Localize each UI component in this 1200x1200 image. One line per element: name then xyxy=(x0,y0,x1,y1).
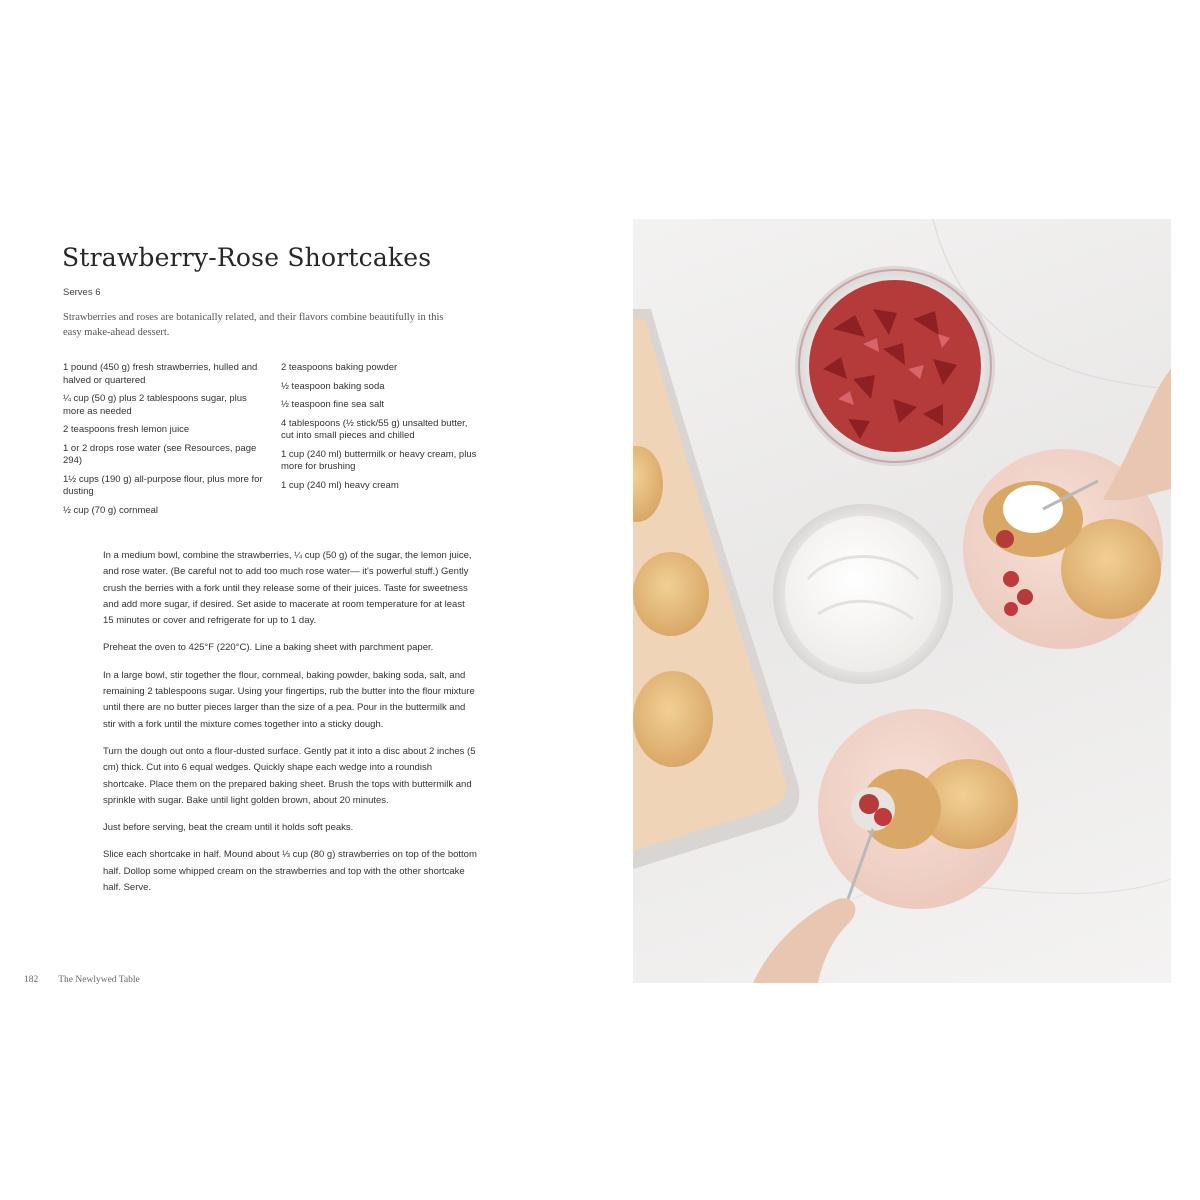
ingredient-item: ½ teaspoon baking soda xyxy=(281,380,385,392)
recipe-intro: Strawberries and roses are botanically related, and their flavors combine beautifully in this easy make-ahead dessert. xyxy=(63,312,444,338)
whipped-cream-bowl xyxy=(773,504,953,684)
method-step: Turn the dough out onto a flour-dusted surface. Gently pat it into a disc about 2 inches (5 cm) thick. Cut into 6 equal wedges. Quickly shape each wedge into a roundish shortcake. Place them on the prepared baking sheet. Brush the tops with buttermilk and sprinkle with sugar. Bake until light golden brown, about 20 minutes. xyxy=(103,745,476,806)
shortcake xyxy=(633,552,709,636)
recipe-title: Strawberry-Rose Shortcakes xyxy=(62,243,432,272)
method-step: Preheat the oven to 425°F (220°C). Line a baking sheet with parchment paper. xyxy=(103,642,434,654)
method-step: Just before serving, beat the cream until it holds soft peaks. xyxy=(103,822,354,834)
strawberry-shortcakes-photo xyxy=(633,219,1171,983)
photo-illustration xyxy=(633,219,1171,983)
ingredient-item: 1 cup (240 ml) heavy cream xyxy=(281,479,399,491)
page-footer xyxy=(24,975,140,985)
ingredient-item: ¼ cup (50 g) plus 2 tablespoons sugar, plus more as needed xyxy=(63,393,247,417)
method-step: In a large bowl, stir together the flour, cornmeal, baking powder, baking soda, salt, and remaining 2 tablespoons sugar. Using your fingertips, rub the butter into the flour mixture until there are no butter pieces larger than the size of a pea. Pour in the buttermilk and stir with a fork until the mixture comes together into a sticky dough. xyxy=(103,669,475,730)
ingredient-item: 1 cup (240 ml) buttermilk or heavy cream, plus more for brushing xyxy=(281,448,477,472)
page-number: 182 xyxy=(24,975,39,985)
ingredient-item: 2 teaspoons baking powder xyxy=(281,362,398,373)
ingredient-column-right xyxy=(281,362,481,523)
ingredient-item: 1½ cups (190 g) all-purpose flour, plus more for dusting xyxy=(63,473,263,497)
ingredient-item: 1 pound (450 g) fresh strawberries, hulled and halved or quartered xyxy=(63,362,258,386)
running-book-title: The Newlywed Table xyxy=(58,975,140,985)
strawberry-bowl xyxy=(795,266,995,466)
method-step: In a medium bowl, combine the strawberries, ¼ cup (50 g) of the sugar, the lemon juice, and rose water. (Be careful not to add too much rose water— it's powerful stuff.) Gently crush the berries with a fork until they release some of their juices. Taste for sweetness and add more sugar, if desired. Set aside to macerate at room temperature for at least 15 minutes or cover and refrigerate for up to 1 day. xyxy=(103,550,472,627)
method-step: Slice each shortcake in half. Mound about ⅓ cup (80 g) strawberries on top of the bottom half. Dollop some whipped cream on the strawberries and top with the other shortcake half. Serve. xyxy=(103,849,477,894)
recipe-serves: Serves 6 xyxy=(63,287,101,298)
ingredient-item: 1 or 2 drops rose water (see Resources, page 294) xyxy=(63,442,257,466)
ingredient-column-left xyxy=(63,362,263,523)
plate-bottom xyxy=(818,709,1018,909)
hand xyxy=(753,898,855,983)
shortcake xyxy=(633,671,713,767)
ingredient-item: 4 tablespoons (½ stick/55 g) unsalted butter, cut into small pieces and chilled xyxy=(281,417,468,441)
ingredient-item: 2 teaspoons fresh lemon juice xyxy=(63,424,190,435)
ingredient-list xyxy=(63,362,483,523)
ingredient-item: ½ teaspoon fine sea salt xyxy=(281,399,384,410)
ingredient-item: ½ cup (70 g) cornmeal xyxy=(63,504,159,516)
method-steps xyxy=(103,548,477,907)
